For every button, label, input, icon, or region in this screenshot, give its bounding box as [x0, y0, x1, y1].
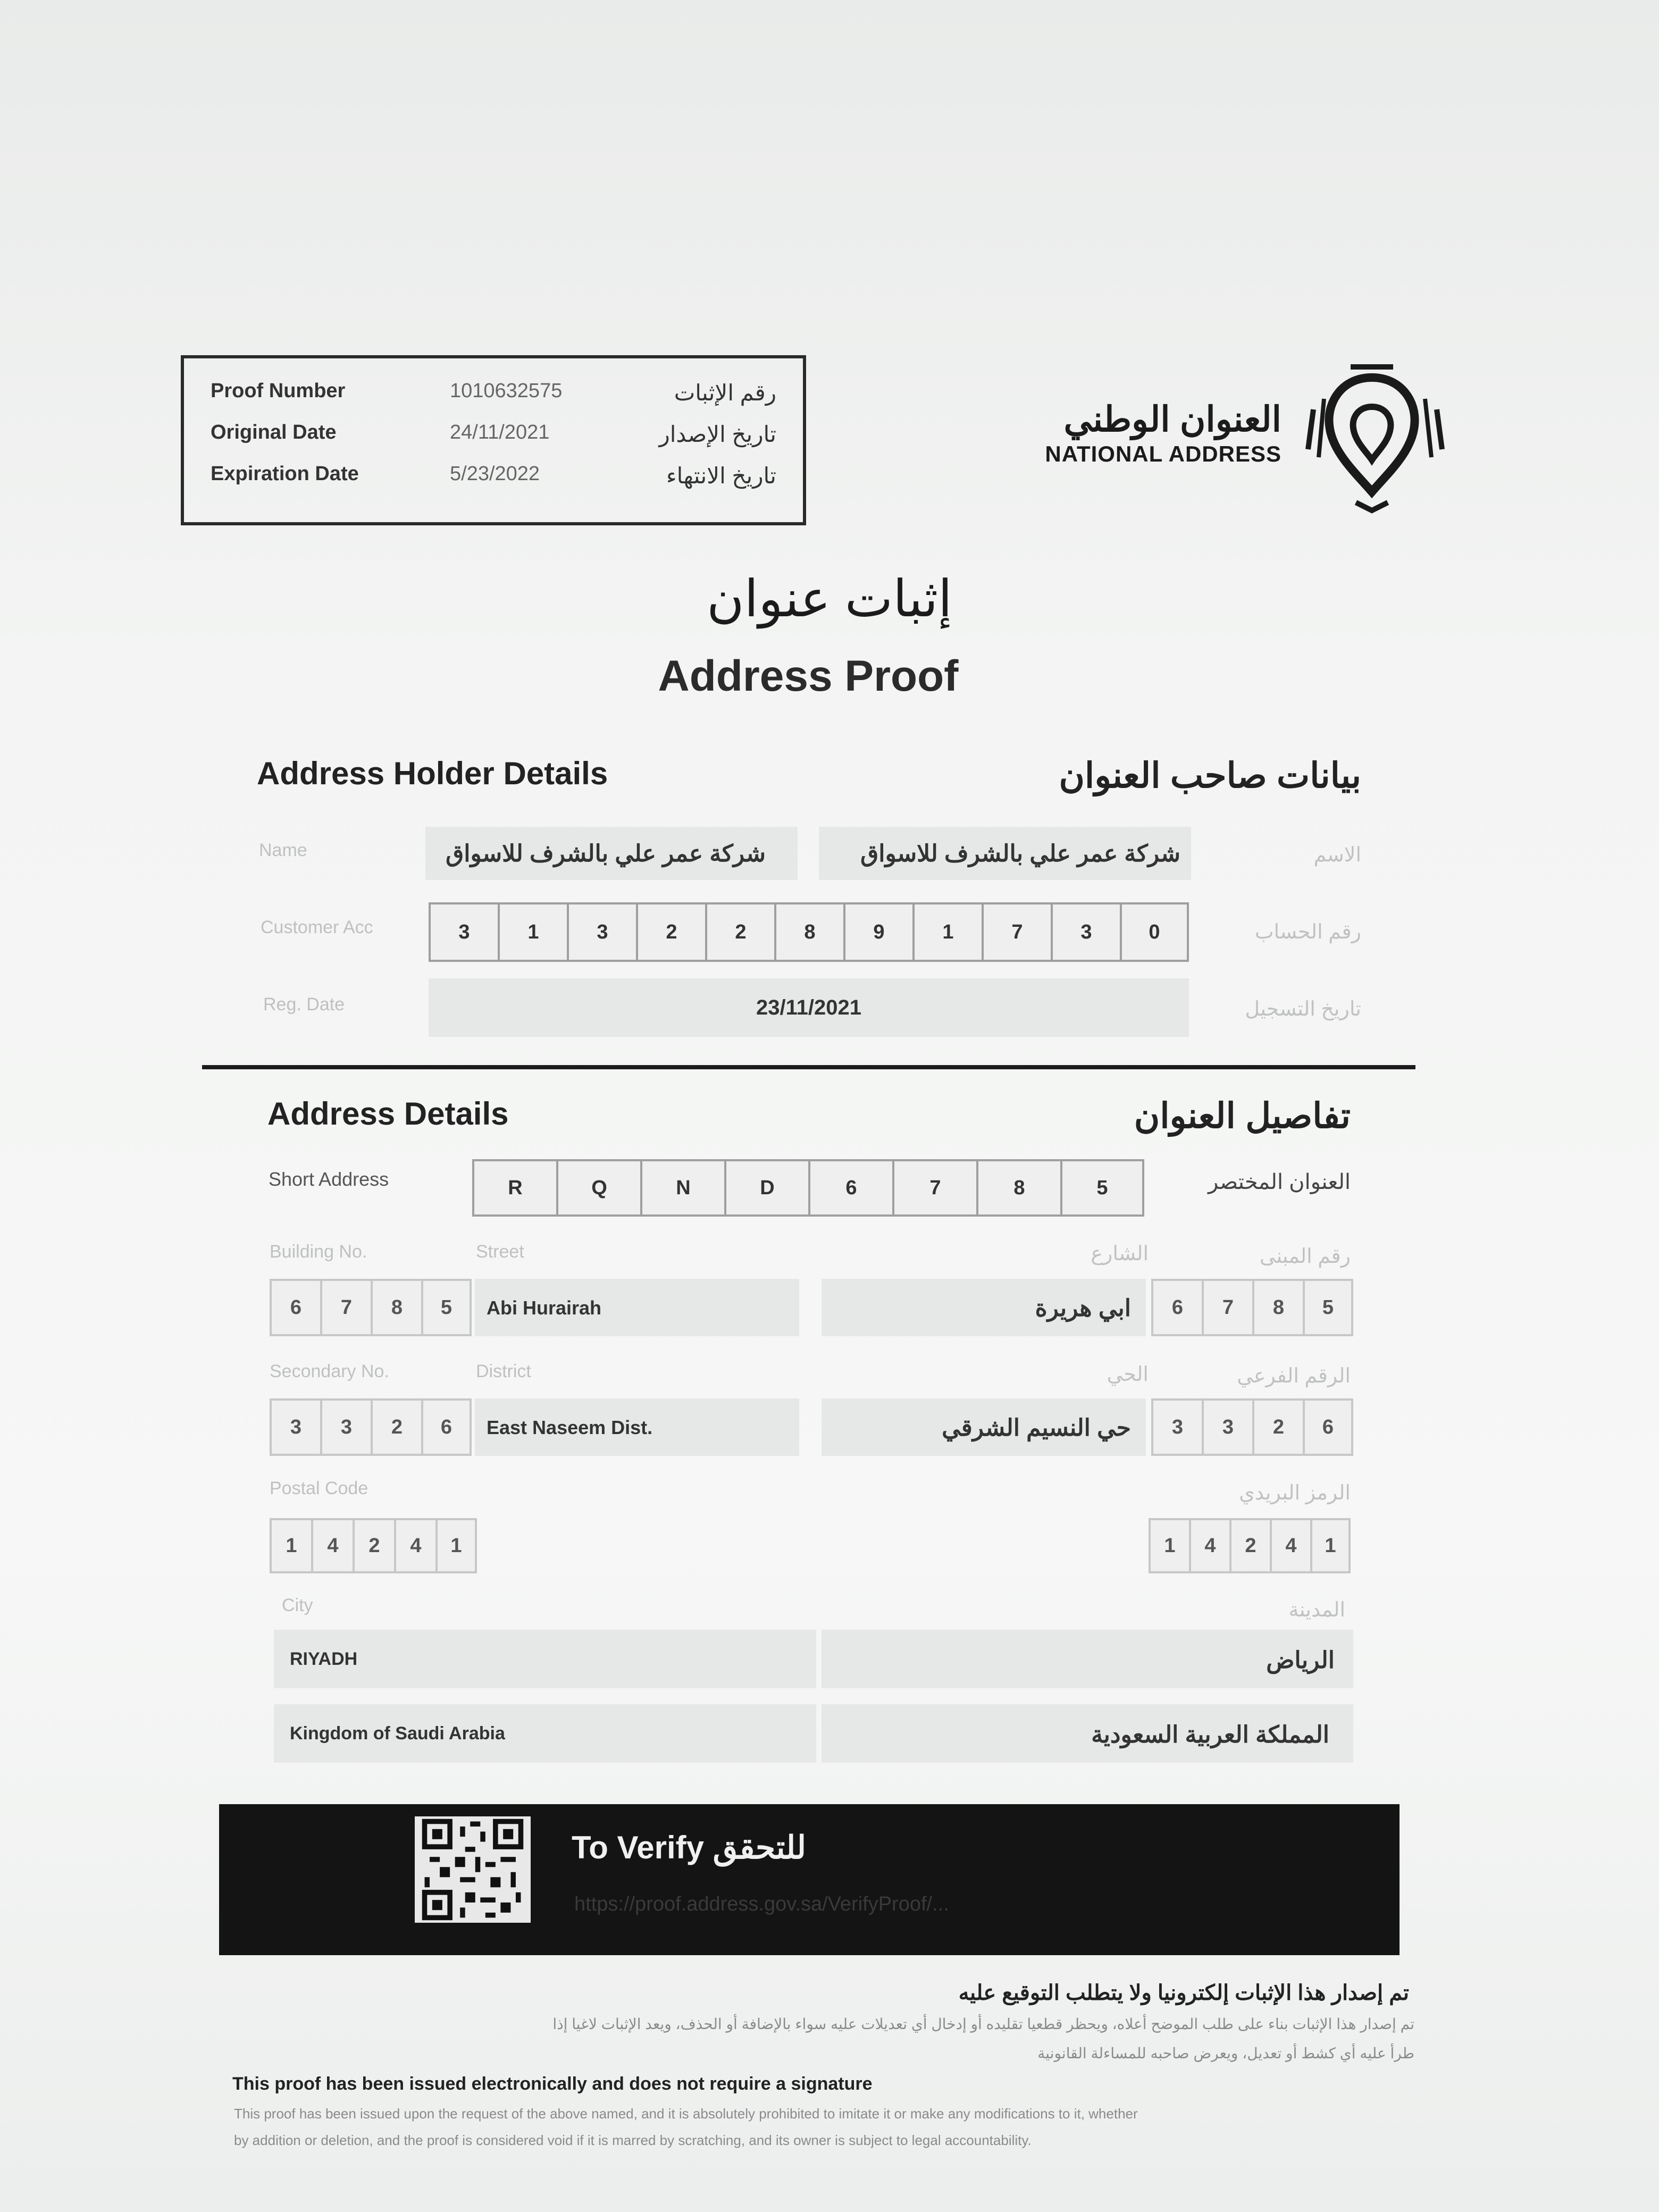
expiration-date-label: Expiration Date — [211, 463, 359, 485]
proof-info-box — [181, 355, 806, 525]
short-address-label: Short Address — [269, 1168, 389, 1190]
building-digit: 5 — [421, 1279, 472, 1336]
customer-acc-label: Customer Acc — [261, 917, 373, 937]
building-no-label: Building No. — [270, 1242, 367, 1262]
street-label: Street — [476, 1242, 524, 1262]
building-digit: 6 — [270, 1279, 320, 1336]
postal-digit: 1 — [270, 1518, 311, 1573]
building-digit: 7 — [320, 1279, 371, 1336]
secondary-no-label-ar: الرقم الفرعي — [1237, 1365, 1351, 1387]
title-en: Address Proof — [658, 652, 959, 700]
customer-acc-boxes — [429, 902, 1189, 962]
reg-date-label-ar: تاريخ التسجيل — [1245, 998, 1361, 1020]
note-ar-fine-1: تم إصدار هذا الإثبات بناء على طلب الموضح أعلاه، ويحظر قطعيا تقليده أو إدخال أي تعديلات عليه سواء بالإضافة أو الحذف، ويعد الإثبات لاغيا إذا — [552, 2016, 1414, 2032]
original-date-value: 24/11/2021 — [450, 421, 550, 443]
district-field-en — [475, 1398, 799, 1456]
logo-text-ar: العنوان الوطني — [1063, 399, 1281, 439]
secondary-digit: 3 — [320, 1398, 371, 1456]
street-label-ar: الشارع — [1091, 1243, 1149, 1265]
note-ar-heading: تم إصدار هذا الإثبات إلكترونيا ولا يتطلب التوقيع عليه — [958, 1981, 1409, 2005]
secondary-digit: 6 — [421, 1398, 472, 1456]
acc-digit: 1 — [498, 902, 567, 962]
address-heading-ar: تفاصيل العنوان — [1134, 1096, 1351, 1135]
expiration-date-row — [184, 463, 803, 505]
note-en-fine-2: by addition or deletion, and the proof is considered void if it is marred by scratching, and its owner is subject to legal accountability. — [234, 2132, 1032, 2148]
holder-heading-ar: بيانات صاحب العنوان — [1059, 756, 1361, 795]
expiration-date-label-ar: تاريخ الانتهاء — [666, 463, 776, 488]
postal-digit: 4 — [1270, 1518, 1310, 1573]
original-date-label-ar: تاريخ الإصدار — [659, 422, 776, 447]
name-field-2 — [819, 827, 1191, 880]
secondary-no-boxes — [270, 1398, 472, 1456]
postal-digit: 1 — [1310, 1518, 1351, 1573]
secondary-digit: 2 — [371, 1398, 421, 1456]
postal-code-boxes — [270, 1518, 477, 1573]
postal-digit: 1 — [435, 1518, 477, 1573]
acc-digit: 3 — [429, 902, 498, 962]
short-address-boxes — [472, 1159, 1144, 1217]
building-no-boxes-ar — [1151, 1279, 1353, 1336]
verify-label: To Verify للتحقق — [572, 1830, 807, 1865]
national-address-logo-icon — [1292, 356, 1452, 516]
secondary-digit: 3 — [1202, 1398, 1252, 1456]
name-field-1 — [425, 827, 798, 880]
street-field-en — [475, 1279, 799, 1336]
postal-digit: 4 — [1189, 1518, 1229, 1573]
short-address-char: R — [472, 1159, 556, 1217]
postal-digit: 2 — [353, 1518, 394, 1573]
name-label: Name — [259, 840, 307, 860]
building-digit: 5 — [1303, 1279, 1353, 1336]
acc-digit: 3 — [1051, 902, 1120, 962]
city-value-en: RIYADH — [290, 1649, 358, 1669]
building-digit: 6 — [1151, 1279, 1202, 1336]
reg-date-label: Reg. Date — [263, 994, 345, 1015]
country-field-en — [274, 1704, 816, 1763]
district-value-ar: حي النسيم الشرقي — [942, 1415, 1131, 1441]
short-address-char: 7 — [892, 1159, 976, 1217]
original-date-row — [184, 421, 803, 464]
city-field-ar — [822, 1630, 1353, 1688]
building-no-boxes — [270, 1279, 472, 1336]
country-value-en: Kingdom of Saudi Arabia — [290, 1723, 505, 1744]
acc-digit: 2 — [705, 902, 774, 962]
name-label-ar: الاسم — [1313, 844, 1361, 866]
secondary-digit: 3 — [270, 1398, 320, 1456]
secondary-digit: 3 — [1151, 1398, 1202, 1456]
proof-number-label-ar: رقم الإثبات — [674, 380, 776, 405]
district-label-ar: الحي — [1107, 1363, 1149, 1386]
district-field-ar — [822, 1398, 1146, 1456]
city-field-en — [274, 1630, 816, 1688]
short-address-char: Q — [556, 1159, 640, 1217]
city-label-ar: المدينة — [1288, 1599, 1345, 1621]
secondary-no-label: Secondary No. — [270, 1361, 389, 1381]
city-value-ar: الرياض — [1266, 1647, 1335, 1673]
acc-digit: 2 — [636, 902, 705, 962]
district-value-en: East Naseem Dist. — [487, 1417, 653, 1438]
proof-number-label: Proof Number — [211, 380, 346, 402]
acc-digit: 9 — [843, 902, 912, 962]
country-field-ar — [822, 1704, 1353, 1763]
expiration-date-value: 5/23/2022 — [450, 463, 540, 485]
note-en-fine-1: This proof has been issued upon the request of the above named, and it is absolutely prohibited to imitate it or make any modifications to it, whether — [234, 2106, 1138, 2122]
logo-text-en: NATIONAL ADDRESS — [1045, 441, 1281, 466]
address-heading-en: Address Details — [267, 1096, 509, 1132]
building-digit: 8 — [1252, 1279, 1303, 1336]
acc-digit: 1 — [912, 902, 982, 962]
acc-digit: 7 — [982, 902, 1051, 962]
qr-code-icon[interactable] — [415, 1816, 531, 1923]
reg-date-value: 23/11/2021 — [756, 996, 861, 1019]
original-date-label: Original Date — [211, 421, 337, 443]
postal-digit: 4 — [311, 1518, 353, 1573]
proof-number-row — [184, 380, 803, 422]
short-address-char: D — [724, 1159, 808, 1217]
secondary-no-boxes-ar — [1151, 1398, 1353, 1456]
proof-number-value: 1010632575 — [450, 380, 563, 402]
customer-acc-label-ar: رقم الحساب — [1254, 921, 1361, 943]
postal-code-label: Postal Code — [270, 1478, 368, 1498]
verify-url-link[interactable]: https://proof.address.gov.sa/VerifyProof/... — [574, 1893, 949, 1915]
short-address-char: 6 — [808, 1159, 892, 1217]
verify-bar — [219, 1804, 1400, 1955]
reg-date-field — [429, 978, 1189, 1037]
name-value-2: شركة عمر علي بالشرف للاسواق — [860, 841, 1180, 867]
short-address-char: N — [640, 1159, 724, 1217]
short-address-label-ar: العنوان المختصر — [1208, 1170, 1351, 1194]
country-value-ar: المملكة العربية السعودية — [1091, 1722, 1329, 1748]
secondary-digit: 6 — [1303, 1398, 1353, 1456]
city-label: City — [282, 1595, 313, 1615]
postal-code-label-ar: الرمز البريدي — [1239, 1482, 1351, 1504]
postal-code-boxes-ar — [1149, 1518, 1351, 1573]
secondary-digit: 2 — [1252, 1398, 1303, 1456]
building-no-label-ar: رقم المبنى — [1259, 1245, 1351, 1268]
title-ar: إثبات عنوان — [707, 571, 952, 627]
name-value-1: شركة عمر علي بالشرف للاسواق — [446, 841, 766, 867]
postal-digit: 4 — [394, 1518, 435, 1573]
section-divider — [202, 1065, 1415, 1069]
short-address-char: 8 — [976, 1159, 1060, 1217]
short-address-char: 5 — [1060, 1159, 1144, 1217]
holder-heading-en: Address Holder Details — [257, 756, 608, 791]
building-digit: 7 — [1202, 1279, 1252, 1336]
acc-digit: 3 — [567, 902, 636, 962]
acc-digit: 8 — [774, 902, 843, 962]
street-value-ar: ابي هريرة — [1035, 1295, 1131, 1321]
note-en-heading: This proof has been issued electronically and does not require a signature — [232, 2074, 873, 2094]
street-value-en: Abi Hurairah — [487, 1297, 602, 1319]
acc-digit: 0 — [1120, 902, 1189, 962]
building-digit: 8 — [371, 1279, 421, 1336]
district-label: District — [476, 1361, 531, 1381]
note-ar-fine-2: طرأ عليه أي كشط أو تعديل، ويعرض صاحبه للمساءلة القانونية — [1037, 2045, 1414, 2062]
postal-digit: 1 — [1149, 1518, 1189, 1573]
street-field-ar — [822, 1279, 1146, 1336]
postal-digit: 2 — [1229, 1518, 1270, 1573]
